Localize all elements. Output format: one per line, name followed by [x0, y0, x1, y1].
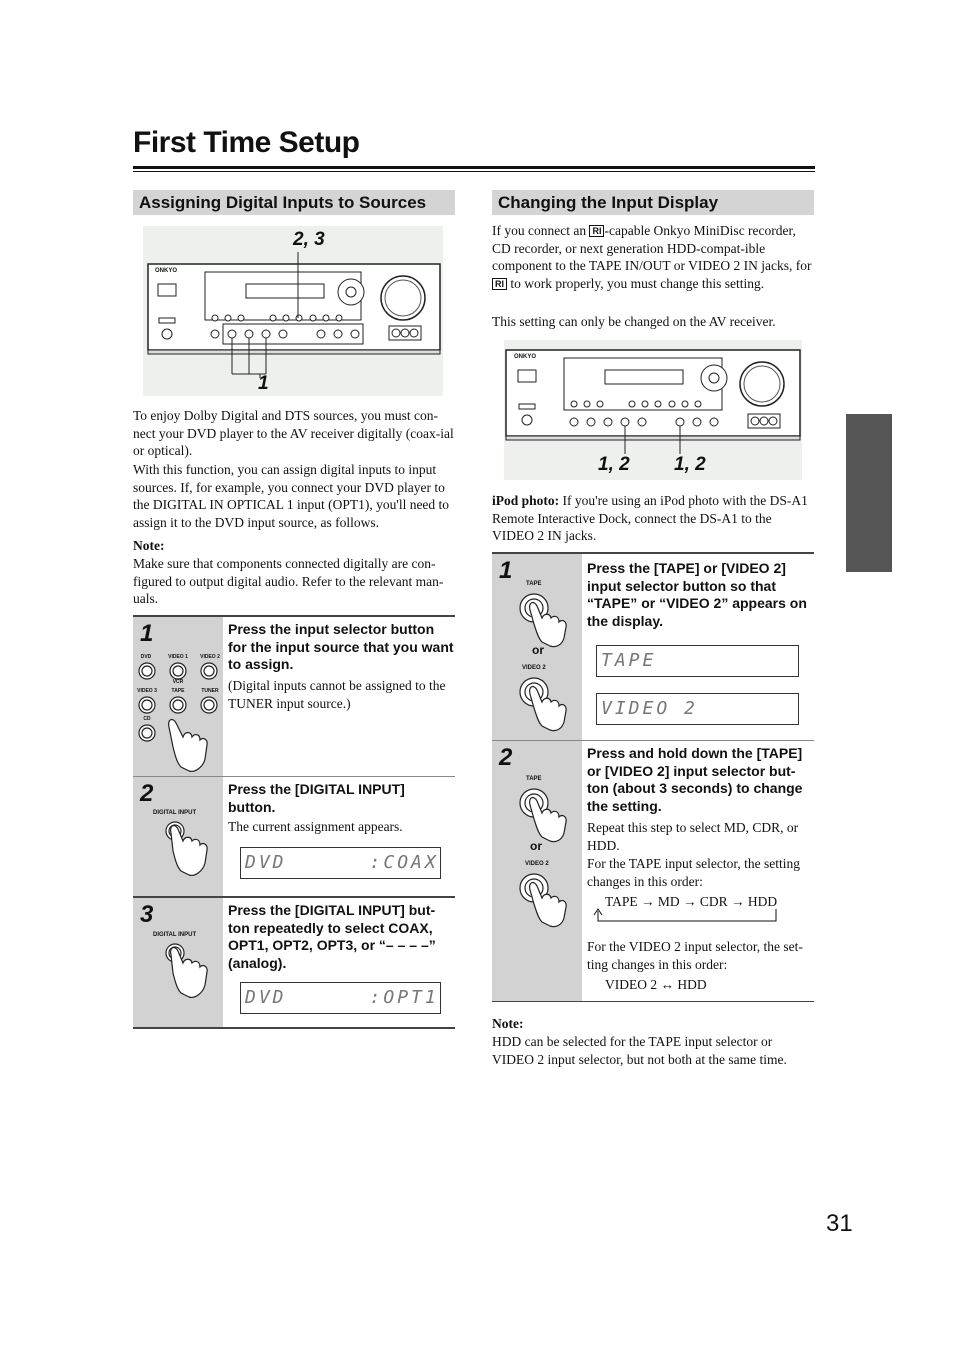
intro-paragraph: To enjoy Dolby Digital and DTS sources, you must con-nect your DVD player to the AV receiver digitally (coax-ial or optical). — [133, 408, 454, 459]
step-title: Press the [DIGITAL INPUT] but-ton repeatedly to select COAX, OPT1, OPT2, OPT3, or “– – – –” (analog). — [228, 902, 436, 971]
step-text-video2-order: For the VIDEO 2 input selector, the set-ting changes in this order: — [587, 939, 803, 972]
brand-logo: ONKYO — [155, 268, 178, 274]
note-text: Make sure that components connected digitally are con-figured to output digital audio. Refer to the relevant man-uals. — [133, 556, 444, 607]
digital-input-label: DIGITAL INPUT — [153, 810, 197, 816]
callout-1-2-right: 1, 2 — [674, 454, 706, 475]
tape-sequence: TAPE → MD → CDR → HDD — [605, 894, 778, 909]
or-label: or — [532, 643, 544, 657]
cycle-return-arrow-icon — [590, 907, 790, 927]
step-2-hold-change — [492, 740, 814, 1001]
step-1-select-tape-video2 — [492, 552, 814, 741]
brand-logo: ONKYO — [514, 354, 537, 360]
step-number: 1 — [140, 620, 154, 647]
receiver-diagram — [504, 340, 802, 480]
title-rule — [133, 166, 815, 169]
tape-label: TAPE — [526, 776, 542, 782]
video2-label: VIDEO 2 — [525, 861, 549, 867]
chapter-tab — [846, 414, 892, 572]
step-text-tape-order: For the TAPE input selector, the setting changes in this order: — [587, 856, 800, 889]
callout-2-3: 2, 3 — [293, 229, 325, 250]
ipod-paragraph: iPod photo: If you're using an iPod photo with the DS-A1 Remote Interactive Dock, connect the DS-A1 to the VIDEO 2 IN jacks. — [492, 493, 808, 544]
setting-note-paragraph: This setting can only be changed on the AV receiver. — [492, 314, 776, 329]
display-coax: DVD :COAX — [240, 847, 441, 879]
digital-input-label: DIGITAL INPUT — [153, 932, 197, 938]
input-selector-buttons: DVD VIDEO 1 VIDEO 2 VCR VIDEO 3 TAPE TUNER CD — [133, 647, 223, 777]
page-title: First Time Setup — [133, 126, 360, 159]
step-title: Press the [DIGITAL INPUT] button. — [228, 781, 405, 815]
step-number: 3 — [140, 901, 154, 928]
step-2-digital-input — [133, 776, 455, 895]
ri-paragraph: If you connect an RI -capable Onkyo MiniDisc recorder, CD recorder, or next generation HDD-compat-ible component to the TAPE IN/OUT or VIDEO 2 IN jacks, for RI to work properly, you must change this setting. — [492, 223, 812, 291]
ri-logo-icon: RI — [589, 225, 604, 237]
step-title: Press the [TAPE] or [VIDEO 2] input selector button so that “TAPE” or “VIDEO 2” appears on the display. — [587, 560, 807, 629]
receiver-front-panel-illustration — [143, 226, 443, 396]
section-heading-input-display: Changing the Input Display — [492, 190, 814, 215]
step-number: 2 — [140, 780, 154, 807]
display-opt1: DVD :OPT1 — [240, 982, 441, 1014]
step-number: 2 — [499, 744, 513, 771]
section-heading-digital-inputs: Assigning Digital Inputs to Sources — [133, 190, 455, 215]
step-3-select-input — [133, 896, 455, 1028]
function-paragraph: With this function, you can assign digital inputs to input sources. If, for example, you connect your DVD player to the DIGITAL IN OPTICAL 1 input (OPT1), you'll need to assign it to the DVD input source, as follows. — [133, 462, 450, 530]
step-title: Press the input selector button for the input source that you want to assign. — [228, 621, 454, 672]
callout-1: 1 — [258, 373, 269, 394]
step-text: (Digital inputs cannot be assigned to the TUNER input source.) — [228, 678, 446, 711]
hand-pressing-button-icon — [153, 941, 223, 1011]
hand-pressing-tape-button-icon — [516, 590, 580, 650]
or-label: or — [530, 839, 542, 853]
display-video2: VIDEO 2 — [596, 693, 799, 725]
note-label: Note: — [492, 1016, 524, 1031]
display-tape: TAPE — [596, 645, 799, 677]
step-text: The current assignment appears. — [228, 819, 403, 834]
step-title: Press and hold down the [TAPE] or [VIDEO 2] input selector but-ton (about 3 seconds) to change the setting. — [587, 745, 803, 814]
video2-sequence: VIDEO 2 ↔ HDD — [605, 977, 707, 992]
video2-label: VIDEO 2 — [522, 665, 546, 671]
receiver-front-panel-illustration — [504, 340, 802, 480]
hand-pressing-video2-button-icon — [516, 870, 580, 930]
page-number: 31 — [826, 1210, 853, 1237]
tape-label: TAPE — [526, 581, 542, 587]
note-label: Note: — [133, 538, 165, 553]
title-rule-thin — [133, 171, 815, 172]
hand-pressing-video2-button-icon — [516, 674, 580, 734]
receiver-diagram — [143, 226, 443, 396]
step-1-assign — [133, 615, 455, 777]
ri-logo-icon: RI — [492, 278, 507, 290]
note-text: HDD can be selected for the TAPE input selector or VIDEO 2 input selector, but not both at the same time. — [492, 1034, 787, 1067]
hand-pressing-tape-button-icon — [516, 785, 580, 845]
step-text-repeat: Repeat this step to select MD, CDR, or HDD. — [587, 820, 799, 853]
hand-pressing-button-icon — [133, 647, 223, 777]
callout-1-2-left: 1, 2 — [598, 454, 630, 475]
step-number: 1 — [499, 557, 513, 584]
hand-pressing-button-icon — [153, 819, 223, 889]
